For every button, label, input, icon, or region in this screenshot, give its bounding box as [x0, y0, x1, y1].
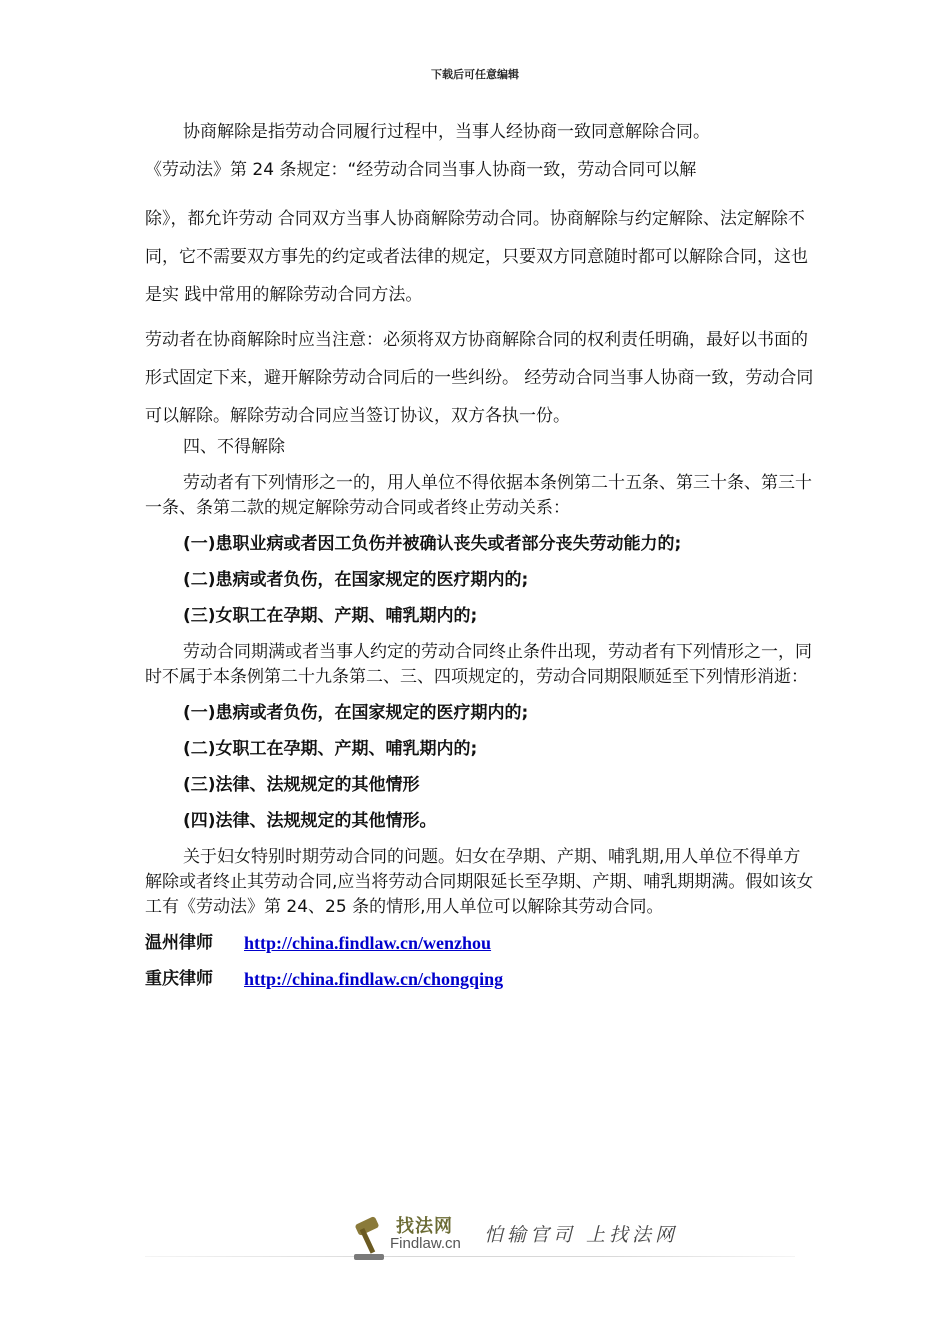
link-row-chongqing — [145, 967, 815, 992]
gavel-icon — [350, 1214, 390, 1264]
document-body — [145, 120, 815, 992]
list-item: (二)患病或者负伤，在国家规定的医疗期内的; — [183, 570, 529, 590]
list-item: (一)患职业病或者因工负伤并被确认丧失或者部分丧失劳动能力的; — [183, 534, 682, 554]
paragraph-5: 劳动者有下列情形之一的，用人单位不得依据本条例第二十五条、第三十条、第三十一条、条第二款的规定解除劳动合同或者终止劳动关系： — [145, 473, 812, 518]
link-row-wenzhou — [145, 931, 815, 956]
link-label: 温州律师 — [145, 933, 213, 953]
section-heading: 四、不得解除 — [183, 437, 285, 457]
paragraph-7: 关于妇女特别时期劳动合同的问题。妇女在孕期、产期、哺乳期,用人单位不得单方解除或者终止其劳动合同,应当将劳动合同期限延长至孕期、产期、哺乳期期满。假如该女工有《劳动法》第 24、25 条的情形,用人单位可以解除其劳动合同。 — [145, 847, 814, 917]
list-item: (一)患病或者负伤，在国家规定的医疗期内的; — [183, 703, 529, 723]
paragraph-6: 劳动合同期满或者当事人约定的劳动合同终止条件出现，劳动者有下列情形之一，同时不属于本条例第二十九条第二、三、四项规定的，劳动合同期限顺延至下列情形消逝： — [145, 642, 812, 687]
logo-subtext: Findlaw.cn — [390, 1235, 461, 1252]
wenzhou-lawyer-link[interactable]: http://china.findlaw.cn/wenzhou — [244, 933, 492, 953]
page-header: 下载后可任意编辑 — [431, 68, 519, 81]
list-item: (四)法律、法规规定的其他情形。 — [183, 811, 437, 831]
slogan-text: 怕输官司 上找法网 — [484, 1224, 679, 1246]
footer-logo — [350, 1212, 680, 1262]
list-item: (二)女职工在孕期、产期、哺乳期内的; — [183, 739, 478, 759]
paragraph-3: 除》，都允许劳动 合同双方当事人协商解除劳动合同。协商解除与约定解除、法定解除不同，它不需要双方事先的约定或者法律的规定，只要双方同意随时都可以解除合同，这也是实 践中常用的解除劳动合同方法。 — [145, 209, 808, 305]
chongqing-lawyer-link[interactable]: http://china.findlaw.cn/chongqing — [244, 969, 504, 989]
paragraph-2: 《劳动法》第 24 条规定：“经劳动合同当事人协商一致，劳动合同可以解 — [145, 160, 697, 180]
logo-text: 找法网 — [396, 1216, 453, 1237]
paragraph-1: 协商解除是指劳动合同履行过程中，当事人经协商一致同意解除合同。 — [183, 122, 710, 142]
list-item: (三)女职工在孕期、产期、哺乳期内的; — [183, 606, 478, 626]
link-label: 重庆律师 — [145, 969, 213, 989]
list-item: (三)法律、法规规定的其他情形 — [183, 775, 420, 795]
paragraph-4: 劳动者在协商解除时应当注意：必须将双方协商解除合同的权利责任明确，最好以书面的形式固定下来，避开解除劳动合同后的一些纠纷。 经劳动合同当事人协商一致，劳动合同可以解除。解除劳动合同应当签订协议，双方各执一份。 — [145, 330, 814, 426]
